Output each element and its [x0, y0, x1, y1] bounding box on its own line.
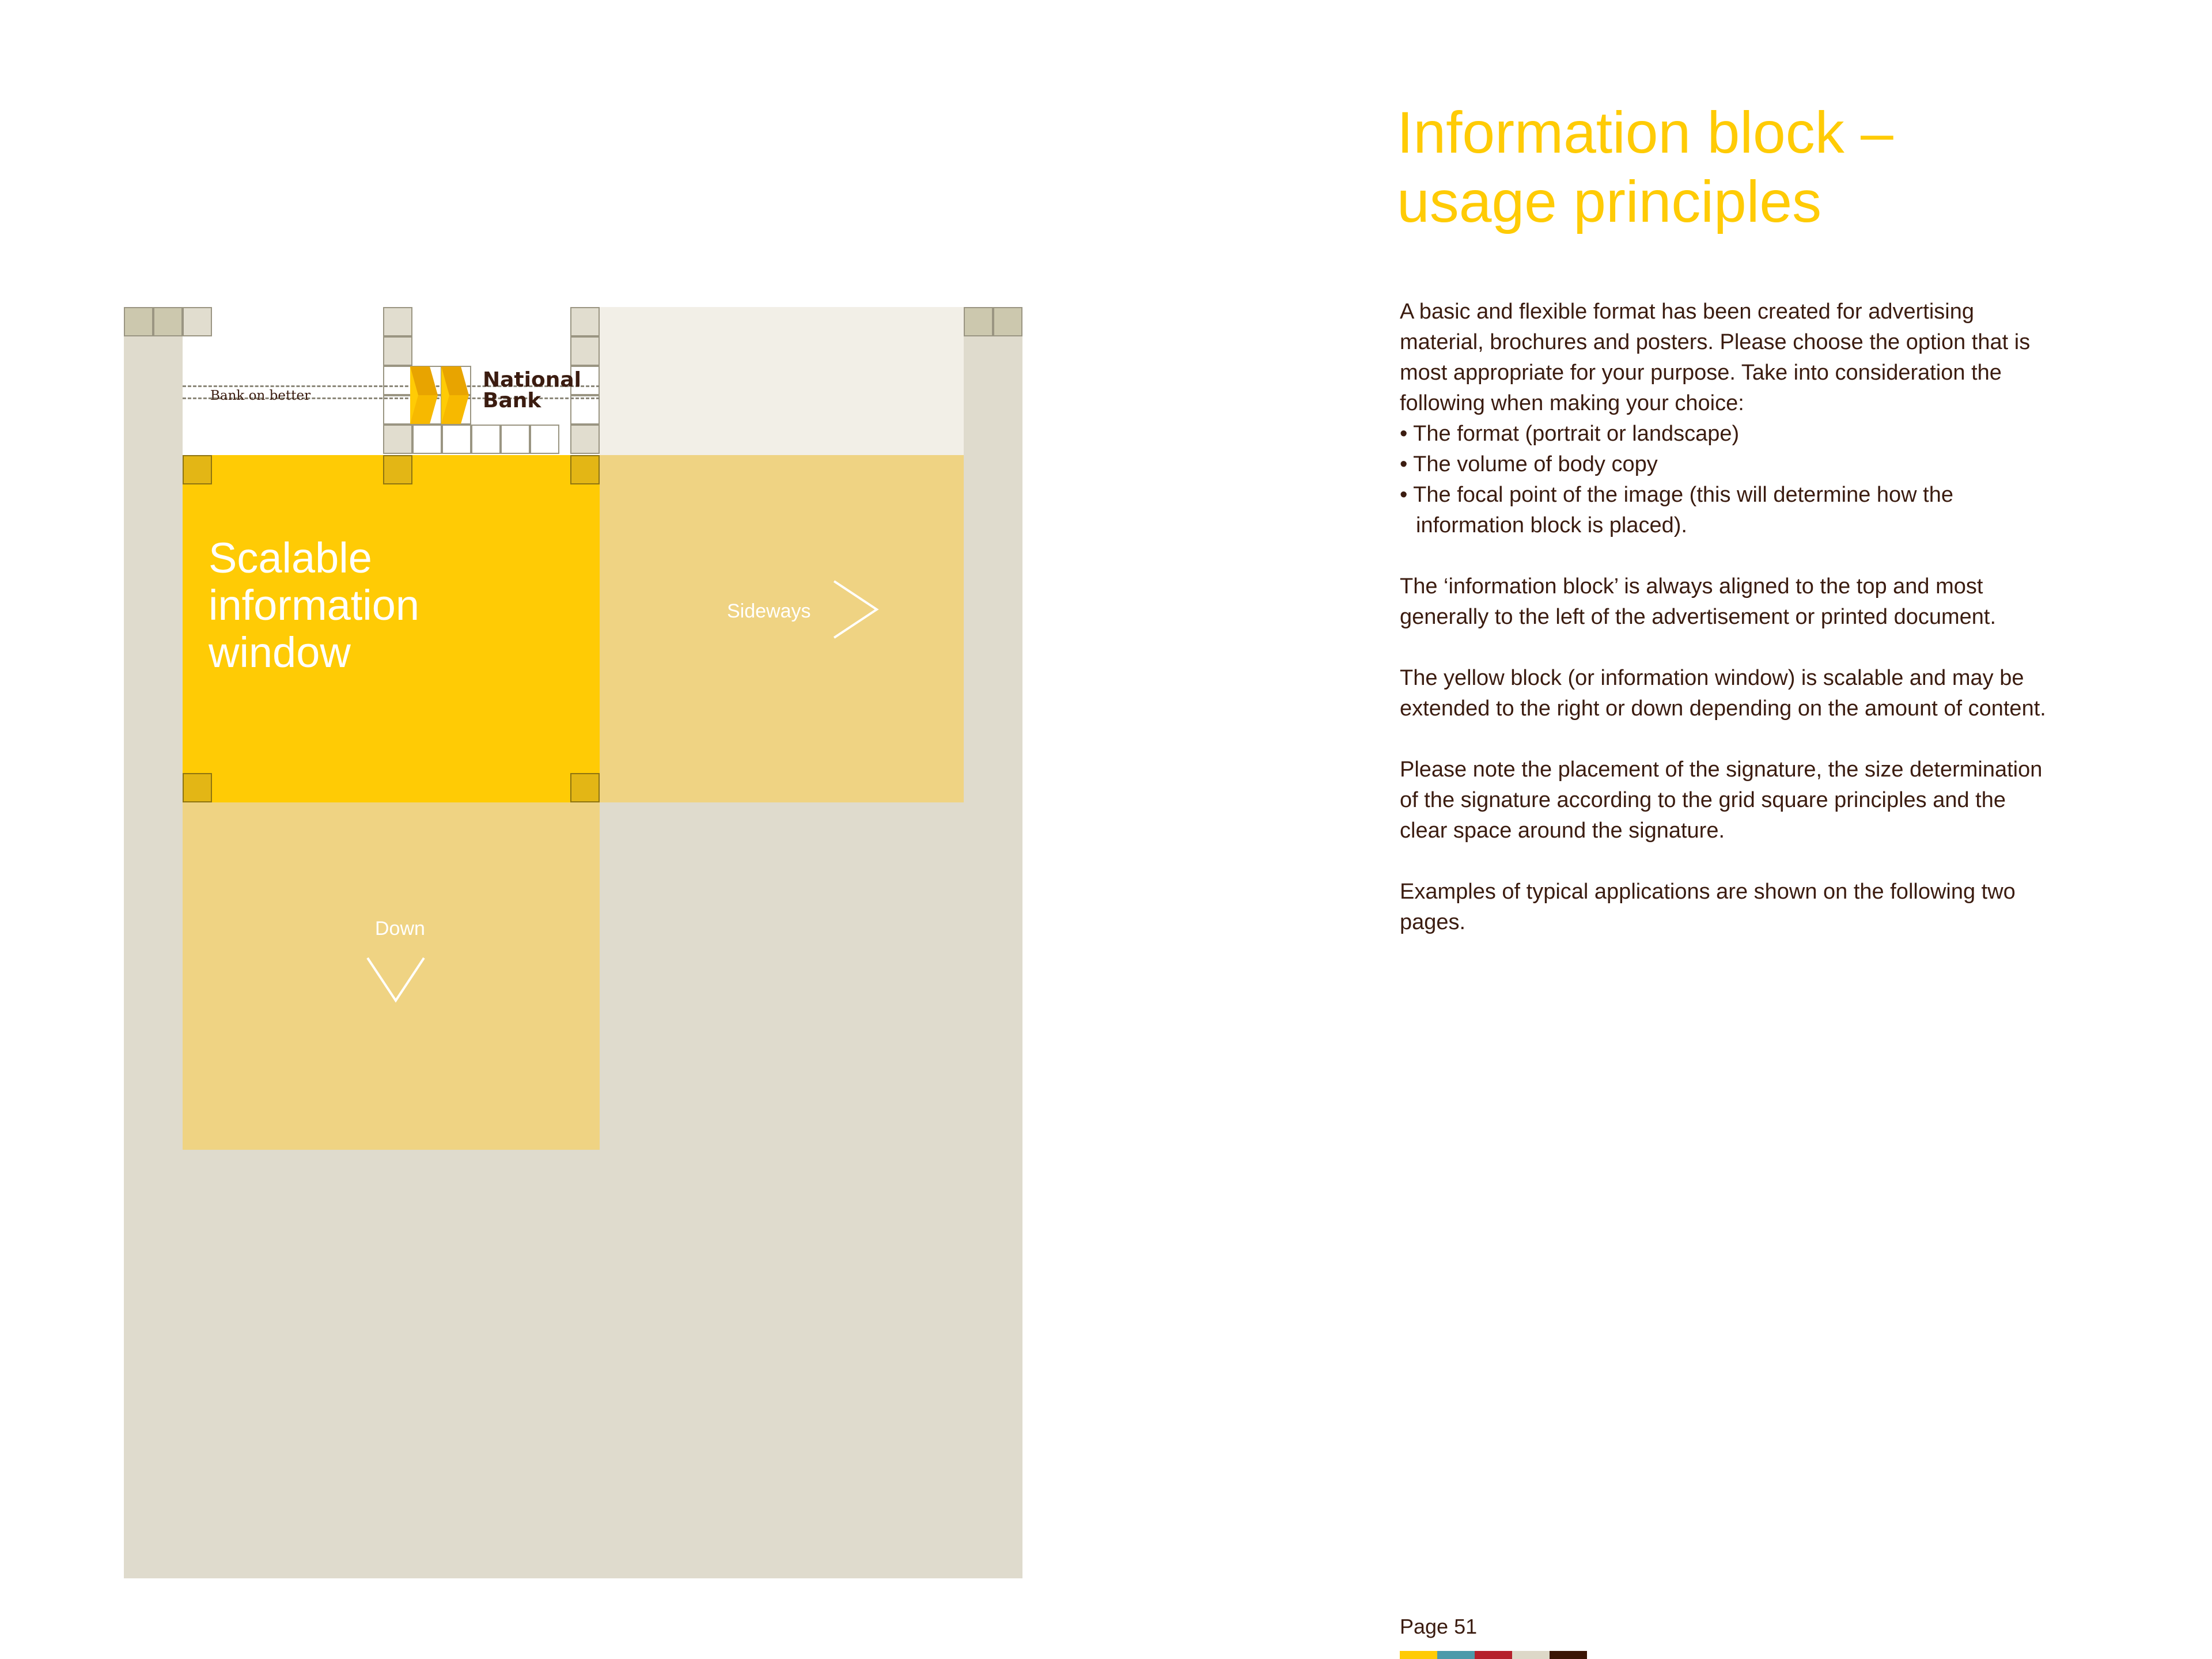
window-line: information — [209, 581, 420, 629]
sideways-extension-block — [600, 455, 964, 802]
intro-line: A basic and flexible format has been created for advertising — [1400, 300, 1975, 324]
clear-space-square — [570, 336, 600, 366]
clear-space-square — [471, 425, 501, 454]
palette-swatch — [1400, 1651, 1437, 1659]
bank-logo-icon — [410, 366, 472, 425]
corner-marker — [183, 455, 212, 484]
intro-line: following when making your choice: — [1400, 391, 1744, 415]
clear-space-square — [383, 425, 412, 454]
top-band-extension — [600, 307, 964, 455]
logo-line: National — [483, 368, 581, 392]
clear-space-square — [570, 307, 600, 336]
window-line: window — [209, 628, 351, 676]
palette-swatch — [1550, 1651, 1587, 1659]
chevron-down-icon — [365, 953, 426, 1005]
palette-swatch — [1437, 1651, 1475, 1659]
tagline-text: Bank on better — [210, 388, 311, 403]
clear-space-square — [530, 425, 559, 454]
body-copy — [1400, 297, 2056, 968]
paragraph: The ‘information block’ is always aligned to the top and most generally to the left of the advertisement or printed document. — [1400, 574, 1997, 629]
title-line: usage principles — [1397, 169, 1822, 234]
corner-marker — [570, 455, 600, 484]
title-line: Information block – — [1397, 100, 1893, 165]
grid-square — [183, 307, 212, 336]
intro-line: most appropriate for your purpose. Take into consideration the — [1400, 361, 2002, 385]
bullet-item: • The focal point of the image (this will determine how the information block is placed). — [1400, 483, 1953, 537]
paragraph: The yellow block (or information window) is scalable and may be extended to the right or down depending on the amount of content. — [1400, 666, 2046, 721]
clear-space-square — [383, 336, 412, 366]
clear-space-square — [383, 395, 412, 425]
palette-swatch — [1512, 1651, 1550, 1659]
window-line: Scalable — [209, 534, 372, 582]
palette-swatch — [1475, 1651, 1512, 1659]
chevron-right-icon — [830, 579, 881, 640]
page-title — [1397, 98, 2031, 236]
information-window-label — [209, 535, 577, 676]
corner-marker — [183, 773, 212, 802]
bullet-item: • The format (portrait or landscape) — [1400, 422, 1740, 446]
paragraph: Examples of typical applications are shown on the following two pages. — [1400, 880, 2016, 934]
grid-square — [964, 307, 993, 336]
clear-space-square — [501, 425, 530, 454]
clear-space-square — [412, 425, 442, 454]
intro-line: material, brochures and posters. Please choose the option that is — [1400, 330, 2031, 354]
clear-space-square — [383, 366, 412, 395]
logo-line: Bank — [483, 389, 541, 412]
bullet-item: • The volume of body copy — [1400, 452, 1658, 476]
page-number: Page 51 — [1400, 1615, 1478, 1638]
corner-marker — [383, 455, 412, 484]
clear-space-square — [383, 307, 412, 336]
intro-paragraph — [1400, 297, 2056, 541]
down-label: Down — [375, 918, 425, 940]
bank-logo-wordmark — [483, 370, 581, 411]
grid-square — [993, 307, 1022, 336]
clear-space-square — [442, 425, 471, 454]
corner-marker — [570, 773, 600, 802]
paragraph: Please note the placement of the signature, the size determination of the signature according to the grid square principles and the clear space around the signature. — [1400, 757, 2043, 843]
grid-square — [153, 307, 183, 336]
sideways-label: Sideways — [727, 600, 811, 622]
clear-space-square — [570, 425, 600, 454]
grid-square — [124, 307, 153, 336]
